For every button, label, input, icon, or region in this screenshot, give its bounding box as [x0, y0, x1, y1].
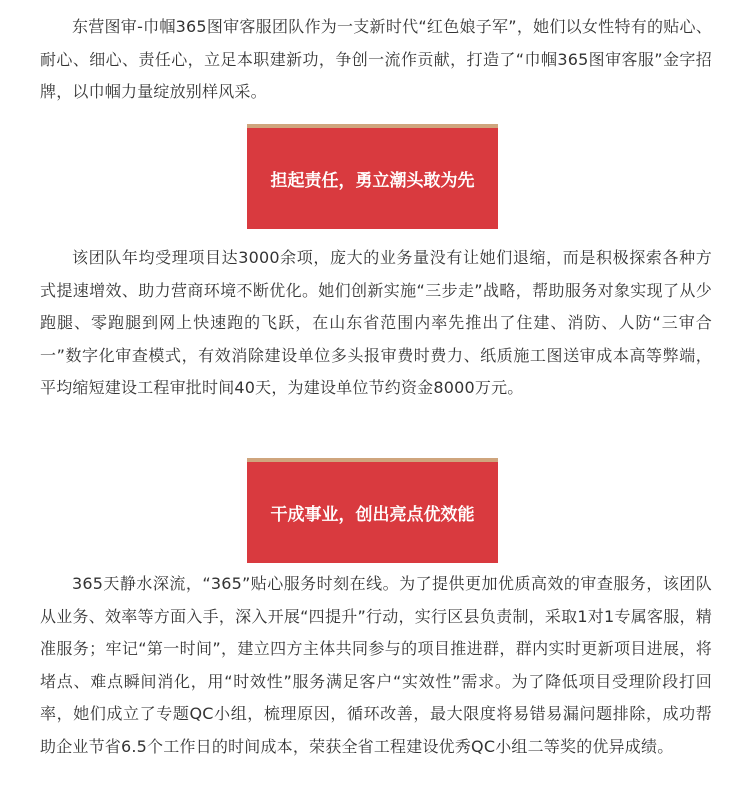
paragraph-service: 365天静水深流，“365”贴心服务时刻在线。为了提供更加优质高效的审查服务，该团队从业务、效率等方面入手，深入开展“四提升”行动，实行区县负责制，采取1对1专属客服，精准服务；牢记“第一时间”，建立四方主体共同参与的项目推进群，群内实时更新项目进展，将堵点、难点瞬间消化，用“时效性”服务满足客户“实效性”需求。为了降低项目受理阶段打回率，她们成立了专题QC小组，梳理原因，循环改善，最大限度将易错易漏问题排除，成功帮助企业节省6.5个工作日的时间成本，荣获全省工程建设优秀QC小组二等奖的优异成绩。 — [40, 574, 712, 756]
section-banner-responsibility — [247, 124, 498, 229]
paragraph-efficiency: 该团队年均受理项目达3000余项，庞大的业务量没有让她们退缩，而是积极探索各种方式提速增效、助力营商环境不断优化。她们创新实施“三步走”战略，帮助服务对象实现了从少跑腿、零跑腿到网上快速跑的飞跃，在山东省范围内率先推出了住建、消防、人防“三审合一”数字化审查模式，有效消除建设单位多头报审费时费力、纸质施工图送审成本高等弊端，平均缩短建设工程审批时间40天，为建设单位节约资金8000万元。 — [40, 248, 712, 397]
section-banner-achievement — [247, 458, 498, 563]
paragraph-intro: 东营图审-巾帼365图审客服团队作为一支新时代“红色娘子军”，她们以女性特有的贴心、耐心、细心、责任心，立足本职建新功，争创一流作贡献，打造了“巾帼365图审客服”金字招牌，以巾帼力量绽放别样风采。 — [40, 17, 712, 101]
section-banner-title: 干成事业，创出亮点优效能 — [270, 505, 475, 525]
section-banner-title: 担起责任，勇立潮头敢为先 — [270, 171, 475, 191]
